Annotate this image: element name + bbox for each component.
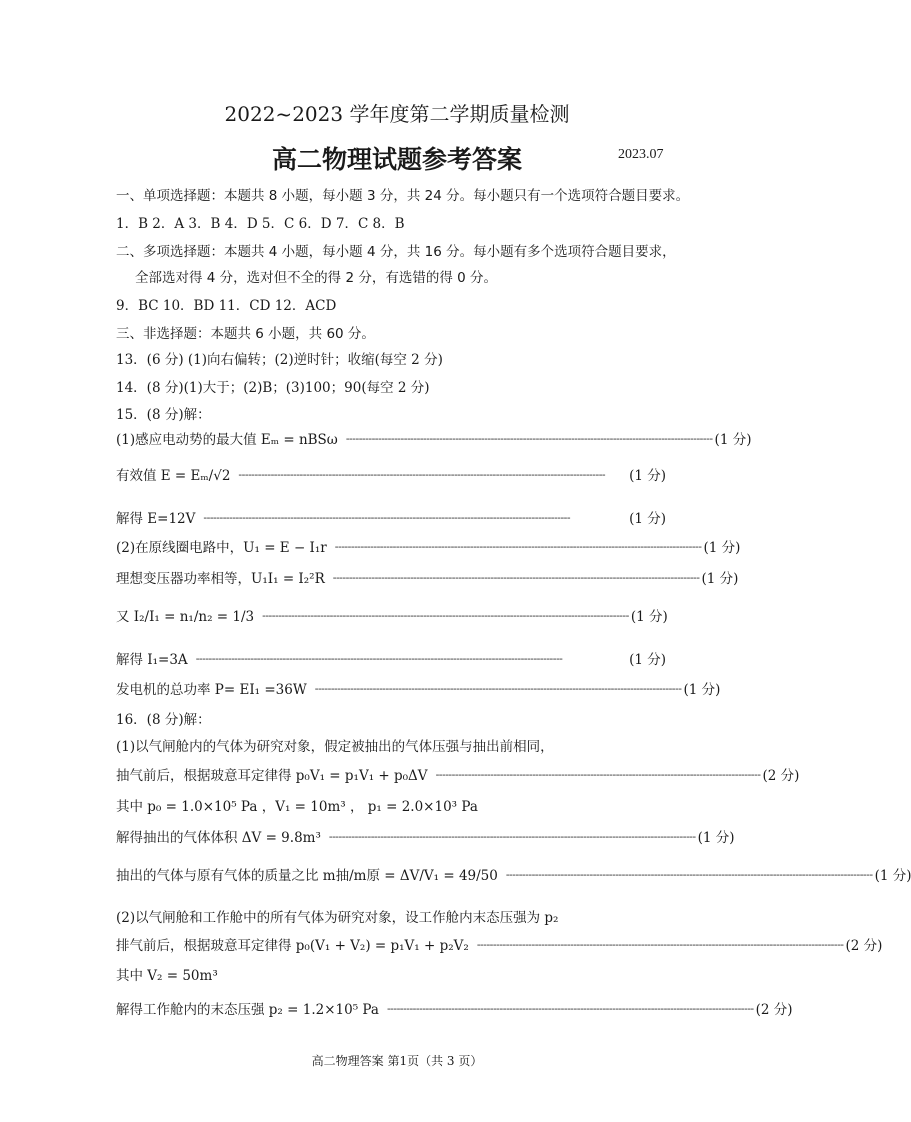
q16-intro: (1)以气闸舱内的气体为研究对象，假定被抽出的气体压强与抽出前相同， xyxy=(116,739,554,755)
q13-answer: 13．(6 分) (1)向右偏转；(2)逆时针；收缩(每空 2 分) xyxy=(116,352,443,368)
solution-line: 解得 E=12V ------------------------------------------------------------------------------------------------------------------ (1 分) xyxy=(116,510,666,527)
solution-line: 理想变压器功率相等，U₁I₁ = I₂²R ------------------------------------------------------------------------------------------------------------------ (1 分) xyxy=(116,570,739,587)
solution-line: 解得 I₁=3A ------------------------------------------------------------------------------------------------------------------ (1 分) xyxy=(116,651,666,668)
solution-line: 其中 p₀ = 1.0×10⁵ Pa ，V₁ = 10m³ ， p₁ = 2.0×10³ Pa xyxy=(116,799,478,815)
solution-line: 解得工作舱内的末态压强 p₂ = 1.2×10⁵ Pa ------------------------------------------------------------------------------------------------------------------ (2 分) xyxy=(116,1001,793,1018)
q14-answer: 14．(8 分)(1)大于；(2)B；(3)100；90(每空 2 分) xyxy=(116,380,430,396)
solution-line: 抽出的气体与原有气体的质量之比 m抽/m原 = ΔV/V₁ = 49/50 ------------------------------------------------------------------------------------------------------------------ (1 分) xyxy=(116,867,911,884)
section1-heading: 一、单项选择题：本题共 8 小题，每小题 3 分，共 24 分。每小题只有一个选项符合题目要求。 xyxy=(116,188,690,204)
solution-line: (1)感应电动势的最大值 Eₘ = nBSω ------------------------------------------------------------------------------------------------------------------ (1 分) xyxy=(116,431,752,448)
solution-line: 解得抽出的气体体积 ΔV = 9.8m³ ------------------------------------------------------------------------------------------------------------------ (1 分) xyxy=(116,829,735,846)
page-title: 高二物理试题参考答案 xyxy=(271,145,522,174)
q16-part2-intro: (2)以气闸舱和工作舱中的所有气体为研究对象，设工作舱内末态压强为 p₂ xyxy=(116,910,559,926)
section2-heading-line1: 二、多项选择题：本题共 4 小题，每小题 4 分，共 16 分。每小题有多个选项符合题目要求， xyxy=(116,244,676,260)
section2-answers: 9．BC 10．BD 11．CD 12．ACD xyxy=(116,298,337,314)
exam-title: 2022~2023 学年度第二学期质量检测 xyxy=(224,102,570,126)
solution-line: 其中 V₂ = 50m³ xyxy=(116,968,218,984)
solution-line: 有效值 E = Eₘ/√2 ------------------------------------------------------------------------------------------------------------------ (1 分) xyxy=(116,467,666,484)
solution-line: 又 I₂/I₁ = n₁/n₂ = 1/3 ------------------------------------------------------------------------------------------------------------------ (1 分) xyxy=(116,608,668,625)
solution-line: 排气前后，根据玻意耳定律得 p₀(V₁ + V₂) = p₁V₁ + p₂V₂ ------------------------------------------------------------------------------------------------------------------ (2 分) xyxy=(116,937,883,954)
page-footer: 高二物理答案 第1页（共 3 页） xyxy=(311,1054,483,1068)
solution-line: (2)在原线圈电路中，U₁ = E − I₁r ------------------------------------------------------------------------------------------------------------------ (1 分) xyxy=(116,539,741,556)
solution-line: 发电机的总功率 P= EI₁ =36W ------------------------------------------------------------------------------------------------------------------ (1 分) xyxy=(116,681,721,698)
q15-heading: 15．(8 分)解： xyxy=(116,407,211,423)
section2-heading-line2: 全部选对得 4 分，选对但不全的得 2 分，有选错的得 0 分。 xyxy=(135,270,498,286)
section3-heading: 三、非选择题：本题共 6 小题，共 60 分。 xyxy=(116,326,375,342)
section1-answers: 1．B 2．A 3．B 4．D 5．C 6．D 7．C 8．B xyxy=(116,216,405,232)
q16-heading: 16．(8 分)解： xyxy=(116,712,211,728)
solution-line: 抽气前后，根据玻意耳定律得 p₀V₁ = p₁V₁ + p₀ΔV ----------------------------------------------------------------------------------------------------- (2 分) xyxy=(116,767,800,784)
exam-date: 2023.07 xyxy=(618,147,664,162)
